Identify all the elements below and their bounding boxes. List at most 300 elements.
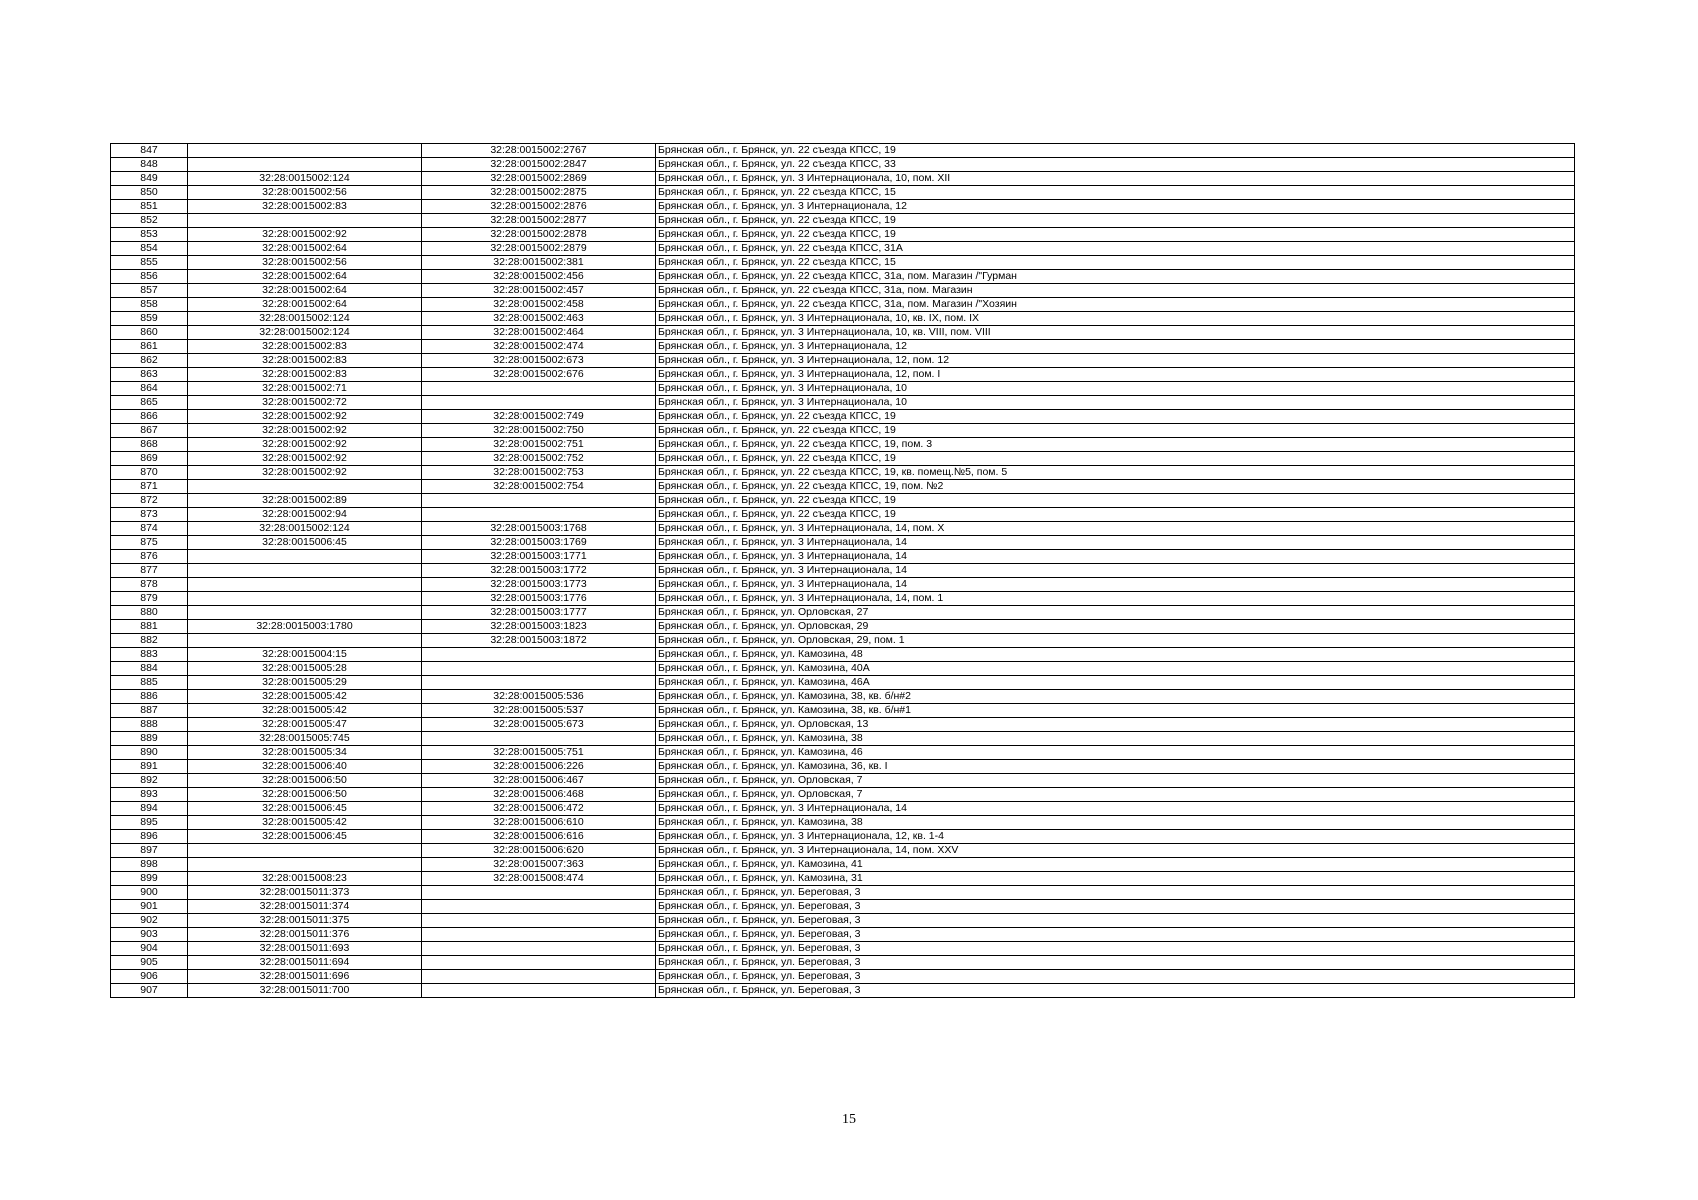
row-number-cell: 856 <box>111 270 188 284</box>
object-cadastral-number-cell: 32:28:0015002:464 <box>422 326 656 340</box>
row-number-cell: 903 <box>111 928 188 942</box>
object-cadastral-number-cell: 32:28:0015002:754 <box>422 480 656 494</box>
address-cell: Брянская обл., г. Брянск, ул. Береговая, 3 <box>656 928 1575 942</box>
row-number-cell: 862 <box>111 354 188 368</box>
object-cadastral-number-cell: 32:28:0015002:474 <box>422 340 656 354</box>
address-cell: Брянская обл., г. Брянск, ул. 22 съезда КПСС, 19 <box>656 508 1575 522</box>
address-cell: Брянская обл., г. Брянск, ул. 3 Интернационала, 14 <box>656 564 1575 578</box>
row-number-cell: 889 <box>111 732 188 746</box>
table-row <box>111 438 1575 452</box>
row-number-cell: 890 <box>111 746 188 760</box>
object-cadastral-number-cell: 32:28:0015003:1776 <box>422 592 656 606</box>
land-cadastral-number-cell <box>188 858 422 872</box>
table-row <box>111 858 1575 872</box>
row-number-cell: 852 <box>111 214 188 228</box>
table-row <box>111 144 1575 158</box>
address-cell: Брянская обл., г. Брянск, ул. 22 съезда КПСС, 31а, пом. Магазин /"Гурман <box>656 270 1575 284</box>
address-cell: Брянская обл., г. Брянск, ул. Береговая, 3 <box>656 886 1575 900</box>
land-cadastral-number-cell: 32:28:0015005:47 <box>188 718 422 732</box>
object-cadastral-number-cell: 32:28:0015003:1768 <box>422 522 656 536</box>
row-number-cell: 847 <box>111 144 188 158</box>
table-row <box>111 494 1575 508</box>
registry-table <box>110 143 1575 998</box>
object-cadastral-number-cell <box>422 396 656 410</box>
row-number-cell: 895 <box>111 816 188 830</box>
row-number-cell: 855 <box>111 256 188 270</box>
object-cadastral-number-cell: 32:28:0015002:750 <box>422 424 656 438</box>
row-number-cell: 860 <box>111 326 188 340</box>
address-cell: Брянская обл., г. Брянск, ул. Орловская, 7 <box>656 788 1575 802</box>
object-cadastral-number-cell: 32:28:0015002:457 <box>422 284 656 298</box>
land-cadastral-number-cell: 32:28:0015005:29 <box>188 676 422 690</box>
land-cadastral-number-cell: 32:28:0015002:92 <box>188 452 422 466</box>
table-row <box>111 466 1575 480</box>
address-cell: Брянская обл., г. Брянск, ул. Камозина, 31 <box>656 872 1575 886</box>
object-cadastral-number-cell: 32:28:0015002:2878 <box>422 228 656 242</box>
land-cadastral-number-cell: 32:28:0015002:83 <box>188 354 422 368</box>
row-number-cell: 881 <box>111 620 188 634</box>
land-cadastral-number-cell: 32:28:0015004:15 <box>188 648 422 662</box>
land-cadastral-number-cell: 32:28:0015002:92 <box>188 228 422 242</box>
land-cadastral-number-cell: 32:28:0015002:64 <box>188 298 422 312</box>
table-row <box>111 214 1575 228</box>
object-cadastral-number-cell <box>422 956 656 970</box>
table-row <box>111 606 1575 620</box>
land-cadastral-number-cell: 32:28:0015011:693 <box>188 942 422 956</box>
address-cell: Брянская обл., г. Брянск, ул. Камозина, 36, кв. I <box>656 760 1575 774</box>
address-cell: Брянская обл., г. Брянск, ул. Орловская, 29, пом. 1 <box>656 634 1575 648</box>
land-cadastral-number-cell: 32:28:0015005:28 <box>188 662 422 676</box>
row-number-cell: 871 <box>111 480 188 494</box>
object-cadastral-number-cell: 32:28:0015005:751 <box>422 746 656 760</box>
table-row <box>111 396 1575 410</box>
row-number-cell: 904 <box>111 942 188 956</box>
land-cadastral-number-cell: 32:28:0015008:23 <box>188 872 422 886</box>
object-cadastral-number-cell: 32:28:0015002:751 <box>422 438 656 452</box>
object-cadastral-number-cell <box>422 732 656 746</box>
object-cadastral-number-cell: 32:28:0015002:673 <box>422 354 656 368</box>
object-cadastral-number-cell <box>422 970 656 984</box>
object-cadastral-number-cell: 32:28:0015002:2847 <box>422 158 656 172</box>
table-row <box>111 312 1575 326</box>
table-row <box>111 872 1575 886</box>
object-cadastral-number-cell: 32:28:0015002:456 <box>422 270 656 284</box>
object-cadastral-number-cell: 32:28:0015002:458 <box>422 298 656 312</box>
object-cadastral-number-cell <box>422 914 656 928</box>
table-row <box>111 452 1575 466</box>
row-number-cell: 863 <box>111 368 188 382</box>
row-number-cell: 887 <box>111 704 188 718</box>
object-cadastral-number-cell <box>422 886 656 900</box>
row-number-cell: 858 <box>111 298 188 312</box>
object-cadastral-number-cell: 32:28:0015006:616 <box>422 830 656 844</box>
table-row <box>111 718 1575 732</box>
object-cadastral-number-cell: 32:28:0015006:468 <box>422 788 656 802</box>
address-cell: Брянская обл., г. Брянск, ул. 22 съезда КПСС, 31А <box>656 242 1575 256</box>
land-cadastral-number-cell <box>188 592 422 606</box>
object-cadastral-number-cell: 32:28:0015002:381 <box>422 256 656 270</box>
address-cell: Брянская обл., г. Брянск, ул. Береговая, 3 <box>656 956 1575 970</box>
object-cadastral-number-cell: 32:28:0015007:363 <box>422 858 656 872</box>
object-cadastral-number-cell <box>422 928 656 942</box>
table-row <box>111 788 1575 802</box>
table-row <box>111 424 1575 438</box>
address-cell: Брянская обл., г. Брянск, ул. 22 съезда КПСС, 19, кв. помещ.№5, пом. 5 <box>656 466 1575 480</box>
object-cadastral-number-cell: 32:28:0015005:673 <box>422 718 656 732</box>
table-row <box>111 368 1575 382</box>
row-number-cell: 874 <box>111 522 188 536</box>
land-cadastral-number-cell <box>188 480 422 494</box>
land-cadastral-number-cell: 32:28:0015011:375 <box>188 914 422 928</box>
object-cadastral-number-cell: 32:28:0015002:749 <box>422 410 656 424</box>
address-cell: Брянская обл., г. Брянск, ул. Камозина, 38 <box>656 732 1575 746</box>
object-cadastral-number-cell: 32:28:0015002:753 <box>422 466 656 480</box>
row-number-cell: 857 <box>111 284 188 298</box>
address-cell: Брянская обл., г. Брянск, ул. 22 съезда КПСС, 15 <box>656 186 1575 200</box>
object-cadastral-number-cell: 32:28:0015002:2876 <box>422 200 656 214</box>
table-row <box>111 620 1575 634</box>
address-cell: Брянская обл., г. Брянск, ул. Орловская, 27 <box>656 606 1575 620</box>
object-cadastral-number-cell <box>422 662 656 676</box>
land-cadastral-number-cell: 32:28:0015002:124 <box>188 172 422 186</box>
object-cadastral-number-cell: 32:28:0015008:474 <box>422 872 656 886</box>
address-cell: Брянская обл., г. Брянск, ул. 3 Интернационала, 12, пом. I <box>656 368 1575 382</box>
table-row <box>111 242 1575 256</box>
address-cell: Брянская обл., г. Брянск, ул. Камозина, 38 <box>656 816 1575 830</box>
land-cadastral-number-cell: 32:28:0015002:56 <box>188 256 422 270</box>
address-cell: Брянская обл., г. Брянск, ул. Береговая, 3 <box>656 914 1575 928</box>
address-cell: Брянская обл., г. Брянск, ул. 22 съезда КПСС, 19 <box>656 410 1575 424</box>
table-row <box>111 550 1575 564</box>
object-cadastral-number-cell: 32:28:0015006:610 <box>422 816 656 830</box>
address-cell: Брянская обл., г. Брянск, ул. 22 съезда КПСС, 31а, пом. Магазин /"Хозяин <box>656 298 1575 312</box>
table-row <box>111 970 1575 984</box>
address-cell: Брянская обл., г. Брянск, ул. Камозина, 38, кв. б/н#2 <box>656 690 1575 704</box>
object-cadastral-number-cell: 32:28:0015002:752 <box>422 452 656 466</box>
land-cadastral-number-cell: 32:28:0015011:696 <box>188 970 422 984</box>
land-cadastral-number-cell: 32:28:0015002:92 <box>188 438 422 452</box>
land-cadastral-number-cell: 32:28:0015002:83 <box>188 368 422 382</box>
address-cell: Брянская обл., г. Брянск, ул. Камозина, 41 <box>656 858 1575 872</box>
row-number-cell: 861 <box>111 340 188 354</box>
object-cadastral-number-cell <box>422 676 656 690</box>
land-cadastral-number-cell: 32:28:0015002:124 <box>188 522 422 536</box>
land-cadastral-number-cell: 32:28:0015006:45 <box>188 802 422 816</box>
land-cadastral-number-cell: 32:28:0015002:83 <box>188 340 422 354</box>
object-cadastral-number-cell <box>422 382 656 396</box>
row-number-cell: 883 <box>111 648 188 662</box>
table-row <box>111 732 1575 746</box>
land-cadastral-number-cell: 32:28:0015011:376 <box>188 928 422 942</box>
address-cell: Брянская обл., г. Брянск, ул. 22 съезда КПСС, 33 <box>656 158 1575 172</box>
row-number-cell: 850 <box>111 186 188 200</box>
address-cell: Брянская обл., г. Брянск, ул. Камозина, 40А <box>656 662 1575 676</box>
address-cell: Брянская обл., г. Брянск, ул. 3 Интернационала, 10, кв. VIII, пом. VIII <box>656 326 1575 340</box>
row-number-cell: 893 <box>111 788 188 802</box>
address-cell: Брянская обл., г. Брянск, ул. 3 Интернационала, 14, пом. XXV <box>656 844 1575 858</box>
object-cadastral-number-cell <box>422 984 656 998</box>
object-cadastral-number-cell <box>422 508 656 522</box>
table-row <box>111 508 1575 522</box>
table-row <box>111 592 1575 606</box>
row-number-cell: 892 <box>111 774 188 788</box>
object-cadastral-number-cell: 32:28:0015003:1872 <box>422 634 656 648</box>
object-cadastral-number-cell: 32:28:0015002:2875 <box>422 186 656 200</box>
row-number-cell: 875 <box>111 536 188 550</box>
table-row <box>111 256 1575 270</box>
land-cadastral-number-cell: 32:28:0015002:89 <box>188 494 422 508</box>
object-cadastral-number-cell: 32:28:0015003:1769 <box>422 536 656 550</box>
address-cell: Брянская обл., г. Брянск, ул. 3 Интернационала, 12 <box>656 200 1575 214</box>
land-cadastral-number-cell: 32:28:0015002:92 <box>188 410 422 424</box>
land-cadastral-number-cell: 32:28:0015011:374 <box>188 900 422 914</box>
address-cell: Брянская обл., г. Брянск, ул. Береговая, 3 <box>656 900 1575 914</box>
address-cell: Брянская обл., г. Брянск, ул. 22 съезда КПСС, 19, пом. 3 <box>656 438 1575 452</box>
land-cadastral-number-cell: 32:28:0015005:745 <box>188 732 422 746</box>
table-row <box>111 928 1575 942</box>
object-cadastral-number-cell: 32:28:0015006:620 <box>422 844 656 858</box>
table-row <box>111 634 1575 648</box>
table-row <box>111 564 1575 578</box>
land-cadastral-number-cell: 32:28:0015002:92 <box>188 424 422 438</box>
land-cadastral-number-cell: 32:28:0015006:50 <box>188 788 422 802</box>
land-cadastral-number-cell: 32:28:0015002:94 <box>188 508 422 522</box>
land-cadastral-number-cell: 32:28:0015002:124 <box>188 326 422 340</box>
row-number-cell: 901 <box>111 900 188 914</box>
table-row <box>111 956 1575 970</box>
land-cadastral-number-cell: 32:28:0015006:45 <box>188 536 422 550</box>
row-number-cell: 873 <box>111 508 188 522</box>
table-row <box>111 410 1575 424</box>
table-row <box>111 802 1575 816</box>
table-row <box>111 354 1575 368</box>
object-cadastral-number-cell: 32:28:0015006:467 <box>422 774 656 788</box>
object-cadastral-number-cell <box>422 494 656 508</box>
land-cadastral-number-cell <box>188 634 422 648</box>
table-row <box>111 746 1575 760</box>
address-cell: Брянская обл., г. Брянск, ул. 22 съезда КПСС, 19 <box>656 452 1575 466</box>
row-number-cell: 872 <box>111 494 188 508</box>
address-cell: Брянская обл., г. Брянск, ул. Орловская, 13 <box>656 718 1575 732</box>
row-number-cell: 864 <box>111 382 188 396</box>
address-cell: Брянская обл., г. Брянск, ул. 3 Интернационала, 14 <box>656 578 1575 592</box>
row-number-cell: 886 <box>111 690 188 704</box>
row-number-cell: 897 <box>111 844 188 858</box>
table-row <box>111 284 1575 298</box>
row-number-cell: 878 <box>111 578 188 592</box>
registry-table-body <box>111 144 1575 998</box>
land-cadastral-number-cell <box>188 550 422 564</box>
address-cell: Брянская обл., г. Брянск, ул. Береговая, 3 <box>656 942 1575 956</box>
table-row <box>111 760 1575 774</box>
row-number-cell: 884 <box>111 662 188 676</box>
object-cadastral-number-cell: 32:28:0015002:2877 <box>422 214 656 228</box>
object-cadastral-number-cell: 32:28:0015002:2869 <box>422 172 656 186</box>
row-number-cell: 880 <box>111 606 188 620</box>
address-cell: Брянская обл., г. Брянск, ул. 3 Интернационала, 10 <box>656 382 1575 396</box>
table-row <box>111 662 1575 676</box>
table-row <box>111 984 1575 998</box>
row-number-cell: 868 <box>111 438 188 452</box>
address-cell: Брянская обл., г. Брянск, ул. Орловская, 7 <box>656 774 1575 788</box>
table-row <box>111 158 1575 172</box>
row-number-cell: 854 <box>111 242 188 256</box>
object-cadastral-number-cell: 32:28:0015006:472 <box>422 802 656 816</box>
table-row <box>111 900 1575 914</box>
address-cell: Брянская обл., г. Брянск, ул. 3 Интернационала, 10, пом. XII <box>656 172 1575 186</box>
address-cell: Брянская обл., г. Брянск, ул. Береговая, 3 <box>656 970 1575 984</box>
address-cell: Брянская обл., г. Брянск, ул. 22 съезда КПСС, 19 <box>656 144 1575 158</box>
address-cell: Брянская обл., г. Брянск, ул. 3 Интернационала, 14 <box>656 536 1575 550</box>
row-number-cell: 896 <box>111 830 188 844</box>
row-number-cell: 898 <box>111 858 188 872</box>
object-cadastral-number-cell <box>422 942 656 956</box>
row-number-cell: 900 <box>111 886 188 900</box>
address-cell: Брянская обл., г. Брянск, ул. Орловская, 29 <box>656 620 1575 634</box>
land-cadastral-number-cell: 32:28:0015002:92 <box>188 466 422 480</box>
table-row <box>111 340 1575 354</box>
row-number-cell: 869 <box>111 452 188 466</box>
table-row <box>111 648 1575 662</box>
row-number-cell: 907 <box>111 984 188 998</box>
land-cadastral-number-cell: 32:28:0015002:71 <box>188 382 422 396</box>
address-cell: Брянская обл., г. Брянск, ул. Камозина, 46 <box>656 746 1575 760</box>
address-cell: Брянская обл., г. Брянск, ул. Камозина, 38, кв. б/н#1 <box>656 704 1575 718</box>
address-cell: Брянская обл., г. Брянск, ул. 22 съезда КПСС, 19 <box>656 214 1575 228</box>
table-row <box>111 830 1575 844</box>
row-number-cell: 905 <box>111 956 188 970</box>
object-cadastral-number-cell: 32:28:0015003:1773 <box>422 578 656 592</box>
table-row <box>111 886 1575 900</box>
table-row <box>111 522 1575 536</box>
object-cadastral-number-cell: 32:28:0015006:226 <box>422 760 656 774</box>
object-cadastral-number-cell: 32:28:0015002:2879 <box>422 242 656 256</box>
table-row <box>111 480 1575 494</box>
address-cell: Брянская обл., г. Брянск, ул. 3 Интернационала, 14, пом. 1 <box>656 592 1575 606</box>
row-number-cell: 867 <box>111 424 188 438</box>
row-number-cell: 879 <box>111 592 188 606</box>
object-cadastral-number-cell: 32:28:0015003:1777 <box>422 606 656 620</box>
address-cell: Брянская обл., г. Брянск, ул. 3 Интернационала, 12, пом. 12 <box>656 354 1575 368</box>
land-cadastral-number-cell: 32:28:0015006:50 <box>188 774 422 788</box>
table-row <box>111 298 1575 312</box>
object-cadastral-number-cell: 32:28:0015003:1771 <box>422 550 656 564</box>
address-cell: Брянская обл., г. Брянск, ул. 3 Интернационала, 12 <box>656 340 1575 354</box>
registry-sheet <box>110 143 1574 998</box>
table-row <box>111 172 1575 186</box>
table-row <box>111 536 1575 550</box>
row-number-cell: 894 <box>111 802 188 816</box>
table-row <box>111 774 1575 788</box>
land-cadastral-number-cell <box>188 144 422 158</box>
row-number-cell: 899 <box>111 872 188 886</box>
land-cadastral-number-cell <box>188 578 422 592</box>
object-cadastral-number-cell: 32:28:0015002:2767 <box>422 144 656 158</box>
land-cadastral-number-cell: 32:28:0015002:124 <box>188 312 422 326</box>
address-cell: Брянская обл., г. Брянск, ул. 22 съезда КПСС, 19 <box>656 494 1575 508</box>
address-cell: Брянская обл., г. Брянск, ул. 3 Интернационала, 10 <box>656 396 1575 410</box>
land-cadastral-number-cell: 32:28:0015005:42 <box>188 704 422 718</box>
object-cadastral-number-cell: 32:28:0015002:463 <box>422 312 656 326</box>
object-cadastral-number-cell <box>422 900 656 914</box>
land-cadastral-number-cell: 32:28:0015002:64 <box>188 270 422 284</box>
page-number: 15 <box>842 1112 856 1127</box>
row-number-cell: 885 <box>111 676 188 690</box>
table-row <box>111 270 1575 284</box>
row-number-cell: 877 <box>111 564 188 578</box>
row-number-cell: 906 <box>111 970 188 984</box>
land-cadastral-number-cell: 32:28:0015011:700 <box>188 984 422 998</box>
address-cell: Брянская обл., г. Брянск, ул. 22 съезда КПСС, 19, пом. №2 <box>656 480 1575 494</box>
row-number-cell: 848 <box>111 158 188 172</box>
object-cadastral-number-cell: 32:28:0015003:1823 <box>422 620 656 634</box>
row-number-cell: 851 <box>111 200 188 214</box>
land-cadastral-number-cell <box>188 844 422 858</box>
table-row <box>111 816 1575 830</box>
address-cell: Брянская обл., г. Брянск, ул. 3 Интернационала, 10, кв. IX, пом. IX <box>656 312 1575 326</box>
table-row <box>111 200 1575 214</box>
land-cadastral-number-cell <box>188 158 422 172</box>
land-cadastral-number-cell: 32:28:0015005:42 <box>188 690 422 704</box>
table-row <box>111 942 1575 956</box>
table-row <box>111 186 1575 200</box>
land-cadastral-number-cell: 32:28:0015002:56 <box>188 186 422 200</box>
land-cadastral-number-cell: 32:28:0015011:694 <box>188 956 422 970</box>
land-cadastral-number-cell: 32:28:0015006:40 <box>188 760 422 774</box>
land-cadastral-number-cell <box>188 606 422 620</box>
land-cadastral-number-cell: 32:28:0015006:45 <box>188 830 422 844</box>
object-cadastral-number-cell: 32:28:0015002:676 <box>422 368 656 382</box>
land-cadastral-number-cell: 32:28:0015005:34 <box>188 746 422 760</box>
row-number-cell: 859 <box>111 312 188 326</box>
row-number-cell: 882 <box>111 634 188 648</box>
table-row <box>111 382 1575 396</box>
row-number-cell: 870 <box>111 466 188 480</box>
land-cadastral-number-cell: 32:28:0015002:64 <box>188 242 422 256</box>
table-row <box>111 704 1575 718</box>
object-cadastral-number-cell: 32:28:0015005:536 <box>422 690 656 704</box>
address-cell: Брянская обл., г. Брянск, ул. 3 Интернационала, 12, кв. 1-4 <box>656 830 1575 844</box>
object-cadastral-number-cell: 32:28:0015005:537 <box>422 704 656 718</box>
land-cadastral-number-cell: 32:28:0015005:42 <box>188 816 422 830</box>
table-row <box>111 326 1575 340</box>
table-row <box>111 676 1575 690</box>
table-row <box>111 228 1575 242</box>
row-number-cell: 891 <box>111 760 188 774</box>
row-number-cell: 876 <box>111 550 188 564</box>
row-number-cell: 866 <box>111 410 188 424</box>
address-cell: Брянская обл., г. Брянск, ул. 22 съезда КПСС, 19 <box>656 424 1575 438</box>
address-cell: Брянская обл., г. Брянск, ул. 3 Интернационала, 14 <box>656 802 1575 816</box>
row-number-cell: 853 <box>111 228 188 242</box>
address-cell: Брянская обл., г. Брянск, ул. Камозина, 46А <box>656 676 1575 690</box>
table-row <box>111 578 1575 592</box>
land-cadastral-number-cell <box>188 564 422 578</box>
table-row <box>111 690 1575 704</box>
row-number-cell: 865 <box>111 396 188 410</box>
address-cell: Брянская обл., г. Брянск, ул. 22 съезда КПСС, 31а, пом. Магазин <box>656 284 1575 298</box>
address-cell: Брянская обл., г. Брянск, ул. 22 съезда КПСС, 19 <box>656 228 1575 242</box>
land-cadastral-number-cell: 32:28:0015002:72 <box>188 396 422 410</box>
land-cadastral-number-cell: 32:28:0015011:373 <box>188 886 422 900</box>
address-cell: Брянская обл., г. Брянск, ул. Камозина, 48 <box>656 648 1575 662</box>
row-number-cell: 849 <box>111 172 188 186</box>
land-cadastral-number-cell: 32:28:0015002:64 <box>188 284 422 298</box>
address-cell: Брянская обл., г. Брянск, ул. 22 съезда КПСС, 15 <box>656 256 1575 270</box>
land-cadastral-number-cell <box>188 214 422 228</box>
address-cell: Брянская обл., г. Брянск, ул. 3 Интернационала, 14, пом. X <box>656 522 1575 536</box>
address-cell: Брянская обл., г. Брянск, ул. 3 Интернационала, 14 <box>656 550 1575 564</box>
